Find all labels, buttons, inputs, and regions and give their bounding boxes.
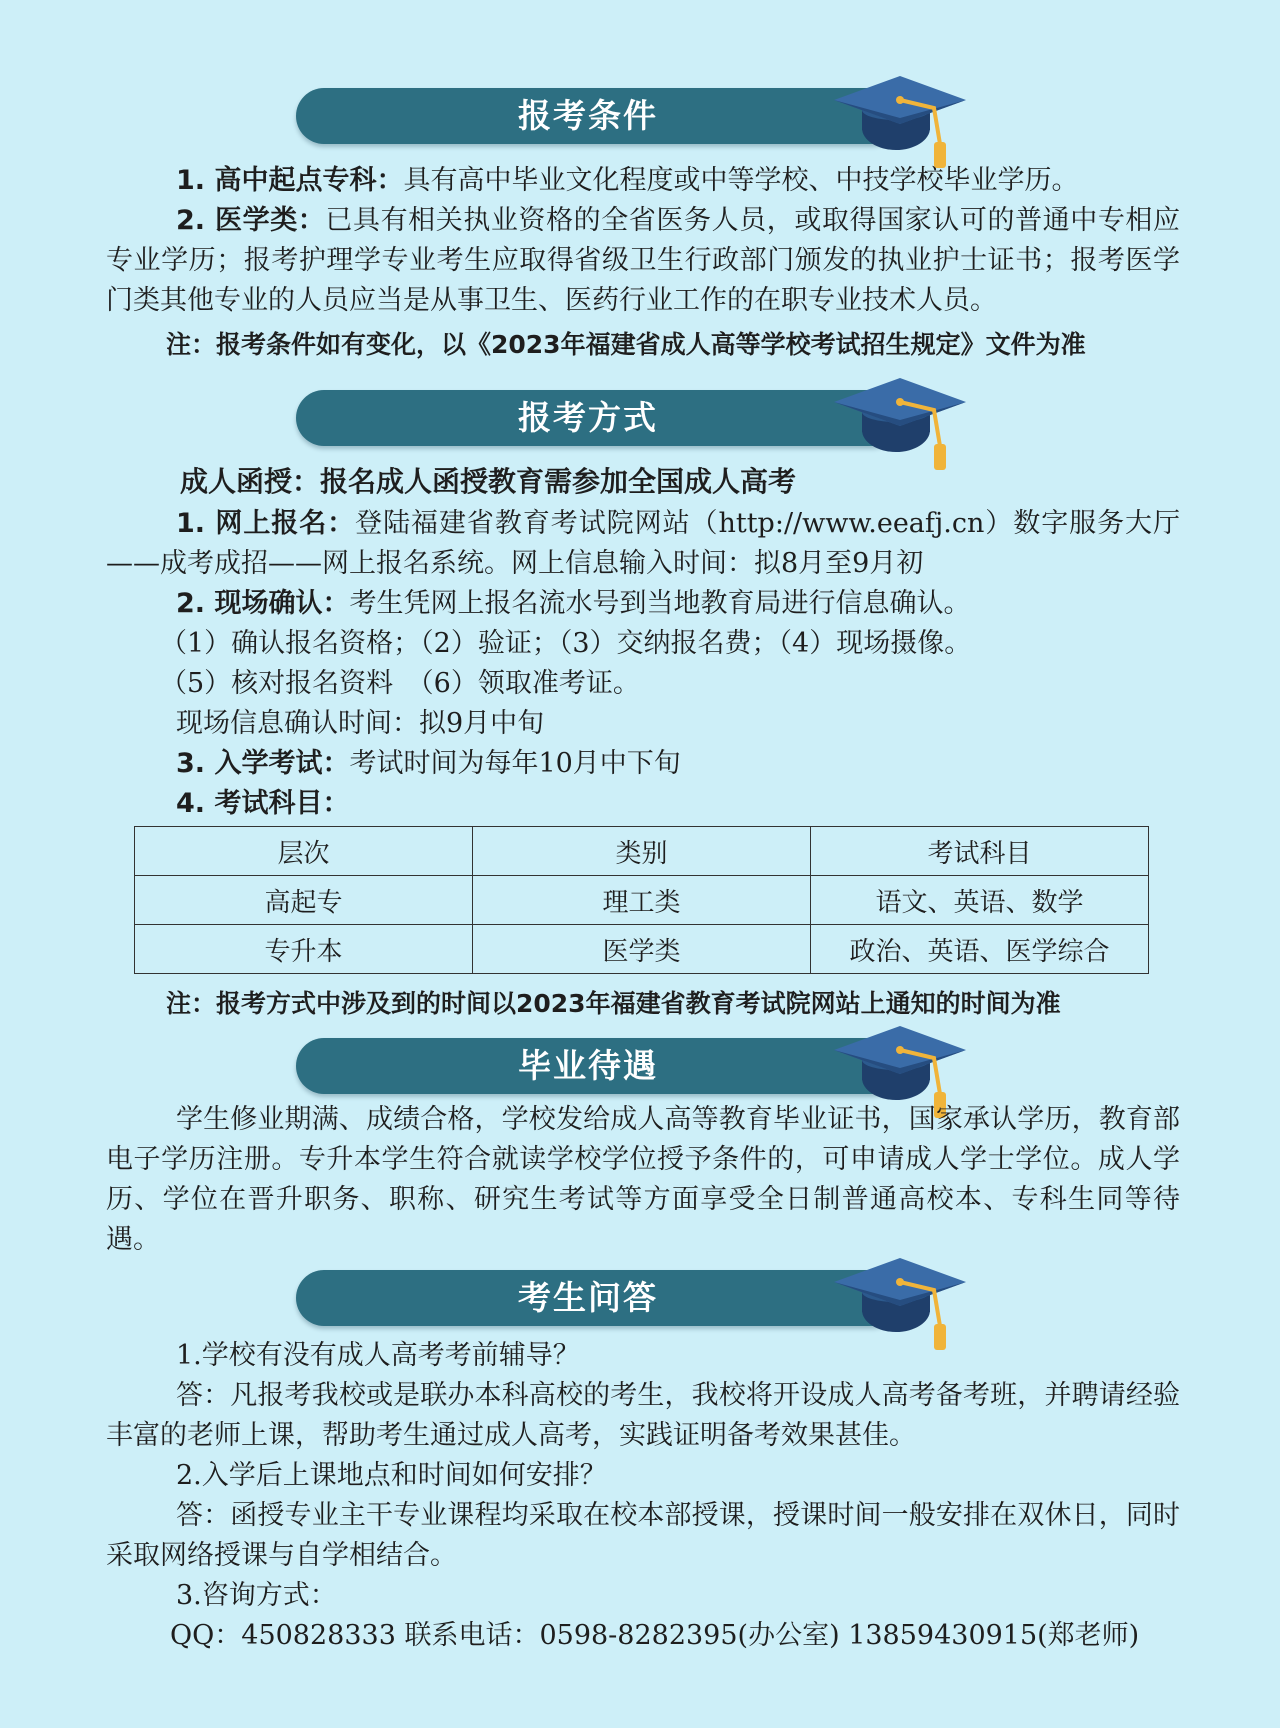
table-cell: 语文、英语、数学 bbox=[811, 876, 1149, 925]
graduation-text: 学生修业期满、成绩合格，学校发给成人高等教育毕业证书，国家承认学历，教育部电子学历注册。专升本学生符合就读学校学位授予条件的，可申请成人学士学位。成人学历、学位在晋升职务、职称、研究生考试等方面享受全日制普通高校本、专科生同等待遇。 bbox=[106, 1104, 1180, 1255]
qa-question-3: 3.咨询方式： bbox=[176, 1580, 337, 1611]
qa-answer-1: 答：凡报考我校或是联办本科高校的考生，我校将开设成人高考备考班，并聘请经验丰富的老师上课，帮助考生通过成人高考，实践证明备考效果甚佳。 bbox=[106, 1380, 1180, 1451]
graduation-cap-icon bbox=[834, 70, 990, 174]
table-cell: 理工类 bbox=[473, 876, 811, 925]
condition-item-2-text: 已具有相关执业资格的全省医务人员，或取得国家认可的普通中专相应专业学历；报考护理学专业考生应取得省级卫生行政部门颁发的执业护士证书；报考医学门类其他专业的人员应当是从事卫生、医药行业工作的在职专业技术人员。 bbox=[106, 205, 1181, 316]
method-item-3-text: 考试时间为每年10月中下旬 bbox=[349, 748, 681, 779]
conditions-note: 注：报考条件如有变化，以《2023年福建省成人高等学校考试招生规定》文件为准 bbox=[166, 330, 1086, 359]
section-banner-conditions bbox=[296, 88, 900, 144]
table-row bbox=[135, 925, 1149, 974]
table-cell: 高起专 bbox=[135, 876, 473, 925]
section-banner-graduation bbox=[296, 1038, 900, 1094]
method-item-2-label: 2. 现场确认： bbox=[176, 588, 350, 619]
qa-question-1: 1.学校有没有成人高考考前辅导？ bbox=[176, 1340, 580, 1371]
table-header-cell: 层次 bbox=[135, 827, 473, 876]
table-cell: 医学类 bbox=[473, 925, 811, 974]
qa-answer-2: 答：函授专业主干专业课程均采取在校本部授课，授课时间一般安排在双休日，同时采取网络授课与自学相结合。 bbox=[106, 1500, 1180, 1571]
condition-item-2-label: 2. 医学类： bbox=[176, 205, 326, 236]
method-steps-line-2: （5）核对报名资料 （6）领取准考证。 bbox=[160, 668, 640, 699]
table-header-cell: 考试科目 bbox=[811, 827, 1149, 876]
method-item-1 bbox=[106, 504, 1180, 584]
graduation-cap-icon bbox=[834, 372, 990, 476]
table-cell: 专升本 bbox=[135, 925, 473, 974]
exam-subjects-table bbox=[134, 826, 1149, 974]
table-row bbox=[135, 876, 1149, 925]
method-item-2-text: 考生凭网上报名流水号到当地教育局进行信息确认。 bbox=[349, 588, 971, 619]
method-item-1-label: 1. 网上报名： bbox=[176, 508, 356, 539]
table-cell: 政治、英语、医学综合 bbox=[811, 925, 1149, 974]
method-item-1-text: 登陆福建省教育考试院网站（http://www.eeafj.cn）数字服务大厅——成考成招——网上报名系统。网上信息输入时间：拟8月至9月初 bbox=[106, 508, 1180, 579]
method-item-3 bbox=[176, 744, 1180, 784]
qa-contact: QQ：450828333 联系电话：0598-8282395(办公室) 13859430915(郑老师) bbox=[170, 1620, 1140, 1651]
method-note: 注：报考方式中涉及到的时间以2023年福建省教育考试院网站上通知的时间为准 bbox=[166, 989, 1061, 1018]
section-title: 考生问答 bbox=[518, 1278, 658, 1317]
section-title: 报考条件 bbox=[518, 96, 658, 135]
method-item-2 bbox=[176, 584, 1180, 624]
method-subtitle: 成人函授：报名成人函授教育需参加全国成人高考 bbox=[180, 465, 797, 498]
table-header-row bbox=[135, 827, 1149, 876]
method-item-4-label: 4. 考试科目： bbox=[176, 788, 350, 819]
section-banner-qa bbox=[296, 1270, 900, 1326]
method-item-3-label: 3. 入学考试： bbox=[176, 748, 350, 779]
method-confirm-time: 现场信息确认时间：拟9月中旬 bbox=[176, 708, 545, 739]
method-steps-line-1: （1）确认报名资格；（2）验证；（3）交纳报名费；（4）现场摄像。 bbox=[160, 628, 972, 659]
condition-item-2 bbox=[106, 201, 1180, 321]
section-banner-method bbox=[296, 390, 900, 446]
section-title: 毕业待遇 bbox=[518, 1046, 658, 1085]
qa-question-2: 2.入学后上课地点和时间如何安排？ bbox=[176, 1460, 607, 1491]
condition-item-1-label: 1. 高中起点专科： bbox=[176, 165, 404, 196]
condition-item-1-text: 具有高中毕业文化程度或中等学校、中技学校毕业学历。 bbox=[403, 165, 1079, 196]
section-title: 报考方式 bbox=[518, 398, 658, 437]
table-header-cell: 类别 bbox=[473, 827, 811, 876]
condition-item-1 bbox=[176, 161, 1180, 201]
